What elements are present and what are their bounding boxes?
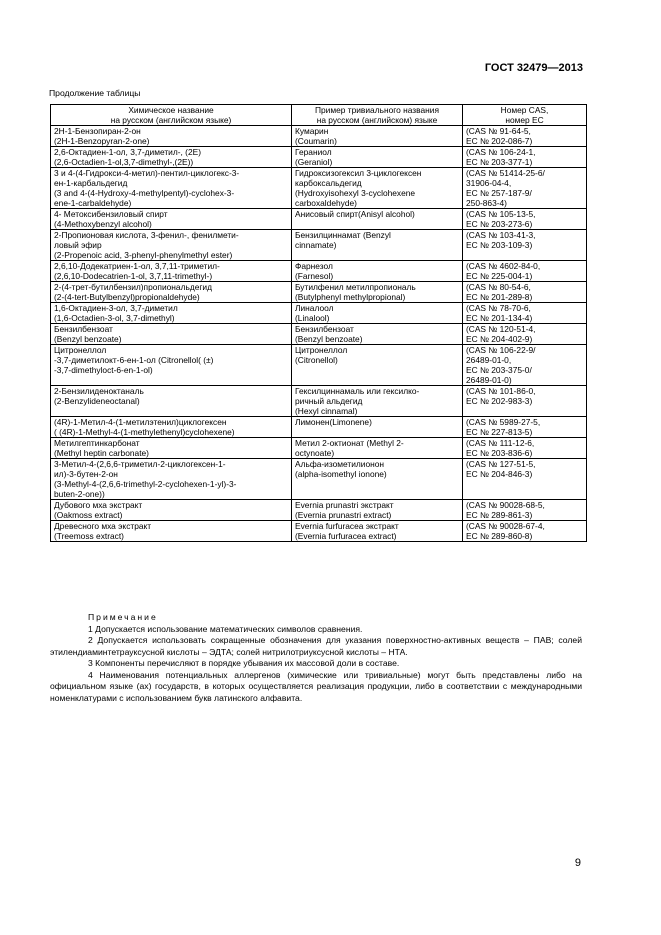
cell-line: octynoate)	[295, 448, 335, 458]
cell-line: ЕС № 202-086-7)	[466, 136, 533, 146]
cell-line: ЕС № 203-109-3)	[466, 240, 533, 250]
cell-line: (CAS № 111-12-6,	[466, 438, 535, 448]
chemical-name-cell	[51, 324, 292, 345]
cell-line: (CAS № 105-13-5,	[466, 209, 536, 219]
chemical-name-cell	[51, 500, 292, 521]
cell-line: ЕС № 202-983-3)	[466, 396, 533, 406]
cas-number-cell	[463, 168, 587, 209]
table-row	[51, 261, 587, 282]
table-row	[51, 126, 587, 147]
cell-line: carboxaldehyde)	[295, 198, 357, 208]
column-header-line: Химическое название	[128, 105, 214, 115]
cell-line: ЕС № 203-375-0/	[466, 365, 532, 375]
chemical-name-cell	[51, 230, 292, 261]
cell-line: (CAS № 91-64-5,	[466, 126, 531, 136]
cell-line: ЕС № 203-836-6)	[466, 448, 533, 458]
cell-line: ЕС № 203-273-6)	[466, 219, 533, 229]
trivial-name-cell	[292, 168, 463, 209]
cell-line: (CAS № 4602-84-0,	[466, 261, 541, 271]
cell-line: ЕС № 227-813-5)	[466, 427, 533, 437]
trivial-name-cell	[292, 500, 463, 521]
table-row	[51, 168, 587, 209]
chemical-name-cell	[51, 282, 292, 303]
column-header-line: на русском (английском языке)	[110, 115, 232, 125]
cell-line: Кумарин	[295, 126, 329, 136]
cell-line: (Citronellol)	[295, 355, 338, 365]
cell-line: (Farnesol)	[295, 271, 334, 281]
cell-line: Анисовый спирт(Anisyl alcohol)	[295, 209, 415, 219]
cell-line: ЕС № 289-860-8)	[466, 531, 533, 541]
column-header-chemical-name	[51, 105, 292, 126]
cell-line: -3,7-диметилокт-6-ен-1-ол (Citronellol( (±)	[54, 355, 214, 365]
cell-line: (2-Benzylideneoctanal)	[54, 396, 140, 406]
trivial-name-cell	[292, 261, 463, 282]
cas-number-cell	[463, 324, 587, 345]
cell-line: (Benzyl benzoate)	[54, 334, 122, 344]
cell-line: ene-1-carbaldehyde)	[54, 198, 132, 208]
cell-line: 3-Метил-4-(2,6,6-триметил-2-циклогексен-1-	[54, 459, 226, 469]
cell-line: Альфа-изометилионон	[295, 459, 385, 469]
cell-line: ЕС № 203-377-1)	[466, 157, 533, 167]
cell-line: (3 and 4-(4-Hydroxy-4-methylpentyl)-cyclohex-3-	[54, 188, 235, 198]
table-row	[51, 209, 587, 230]
trivial-name-cell	[292, 324, 463, 345]
table-row	[51, 303, 587, 324]
chemical-name-cell	[51, 168, 292, 209]
cell-line: ЕС № 225-004-1)	[466, 271, 533, 281]
cell-line: (Methyl heptin carbonate)	[54, 448, 149, 458]
cell-line: (CAS № 106-22-9/	[466, 345, 536, 355]
cell-line: (Coumarin)	[295, 136, 337, 146]
cell-line: ЕС № 201-289-8)	[466, 292, 533, 302]
table-row	[51, 324, 587, 345]
chemical-name-cell	[51, 126, 292, 147]
cell-line: Линалоол	[295, 303, 334, 313]
cell-line: Дубового мха экстракт	[54, 500, 143, 510]
cell-line: ил)-3-бутен-2-он	[54, 469, 118, 479]
cell-line: Цитронеллол	[54, 345, 107, 355]
cell-line: (alpha-isomethyl ionone)	[295, 469, 387, 479]
cell-line: (Evernia furfuracea extract)	[295, 531, 397, 541]
cell-line: (CAS № 51414-25-6/	[466, 168, 545, 178]
cell-line: 2,6-Октадиен-1-ол, 3,7-диметил-, (2Е)	[54, 147, 201, 157]
cell-line: 4- Метоксибензиловый спирт	[54, 209, 168, 219]
trivial-name-cell	[292, 521, 463, 542]
table-row	[51, 438, 587, 459]
table-row	[51, 417, 587, 438]
note-3: 3 Компоненты перечисляют в порядке убывания их массовой доли в составе.	[88, 658, 400, 668]
cell-line: Метилгептинкарбонат	[54, 438, 140, 448]
cas-number-cell	[463, 521, 587, 542]
cell-line: 2,6,10-Додекатриен-1-ол, 3,7,11-триметил-	[54, 261, 220, 271]
chemical-name-cell	[51, 261, 292, 282]
cell-line: cinnamate)	[295, 240, 337, 250]
cell-line: Бензилбензоат	[295, 324, 354, 334]
column-header-cas-number	[463, 105, 587, 126]
cell-line: (CAS № 78-70-6,	[466, 303, 531, 313]
cell-line: (CAS № 103-41-3,	[466, 230, 536, 240]
cell-line: (CAS № 80-54-6,	[466, 282, 531, 292]
cell-line: (2,6-Octadien-1-ol,3,7-dimethyl-,(2E))	[54, 157, 194, 167]
cell-line: ЕС № 204-402-9)	[466, 334, 533, 344]
column-header-line: номер ЕС	[505, 115, 544, 125]
allergen-table	[50, 104, 587, 542]
cell-line: Фарнезол	[295, 261, 333, 271]
cell-line: 250-863-4)	[466, 198, 507, 208]
cell-line: 31906-04-4,	[466, 178, 512, 188]
cell-line: ричный альдегид	[295, 396, 363, 406]
cell-line: 1,6-Октадиен-3-ол, 3,7-диметил	[54, 303, 178, 313]
cell-line: ЕС № 257-187-9/	[466, 188, 532, 198]
cell-line: (CAS № 90028-68-5,	[466, 500, 545, 510]
cell-line: (Hexyl cinnamal)	[295, 406, 358, 416]
cell-line: (Geraniol)	[295, 157, 333, 167]
cell-line: (CAS № 106-24-1,	[466, 147, 536, 157]
cell-line: ЕС № 289-861-3)	[466, 510, 533, 520]
table-row	[51, 282, 587, 303]
cell-line: 26489-01-0,	[466, 355, 512, 365]
chemical-name-cell	[51, 417, 292, 438]
cell-line: Бутилфенил метилпропиональ	[295, 282, 416, 292]
cell-line: (4-Methoxybenzyl alcohol)	[54, 219, 152, 229]
cell-line: ( (4R)-1-Methyl-4-(1-methylethenyl)cyclohexene)	[54, 427, 235, 437]
cell-line: Гидроксизогексил 3-циклогексен	[295, 168, 422, 178]
cas-number-cell	[463, 303, 587, 324]
column-header-line: на русском (английском) языке	[316, 115, 438, 125]
cas-number-cell	[463, 230, 587, 261]
cell-line: 2-(4-трет-бутилбензил)пропиональдегид	[54, 282, 212, 292]
note-4: 4 Наименования потенциальных аллергенов (химические или тривиальные) могут быть представлены либо на официальном языке (ах) государств, в которых осуществляется реализация продукции, либо в соответствии с международными номенклатурами с использованием букв латинского алфавита.	[50, 669, 582, 703]
cell-line: (Oakmoss extract)	[54, 510, 123, 520]
cell-line: (Hydroxyisohexyl 3-cyclohexene	[295, 188, 416, 198]
cell-line: ен-1-карбальдегид	[54, 178, 128, 188]
note-1: 1 Допускается использование математических символов сравнения.	[88, 623, 363, 634]
chemical-name-cell	[51, 438, 292, 459]
column-header-line: Пример тривиального названия	[315, 105, 439, 115]
cas-number-cell	[463, 500, 587, 521]
cell-line: 3 и 4-(4-Гидрокси-4-метил)-пентил-циклогекс-3-	[54, 168, 240, 178]
trivial-name-cell	[292, 345, 463, 386]
cas-number-cell	[463, 417, 587, 438]
cas-number-cell	[463, 282, 587, 303]
cell-line: Древесного мха экстракт	[54, 521, 152, 531]
chemical-name-cell	[51, 386, 292, 417]
trivial-name-cell	[292, 282, 463, 303]
cell-line: (Treemoss extract)	[54, 531, 124, 541]
notes-section	[50, 612, 582, 704]
cell-line: (2-Propenoic acid, 3-phenyl-phenylmethyl ester)	[54, 250, 233, 260]
trivial-name-cell	[292, 126, 463, 147]
column-header-trivial-name	[292, 105, 463, 126]
cell-line: ЕС № 204-846-3)	[466, 469, 533, 479]
cell-line: (3-Methyl-4-(2,6,6-trimethyl-2-cyclohexen-1-yl)-3-	[54, 479, 237, 489]
note-2: 2 Допускается использовать сокращенные обозначения для указания поверхностно-активных веществ – ПАВ; солей этилендиаминтетрауксусной кислоты – ЭДТА; солей нитрилотриуксусной кислоты – НТА.	[50, 635, 582, 657]
table-row	[51, 459, 587, 500]
column-header-line: Номер CAS,	[500, 105, 549, 115]
cell-line: (CAS № 120-51-4,	[466, 324, 536, 334]
cell-line: Бензилциннамат (Benzyl	[295, 230, 391, 240]
table-header-row	[51, 105, 587, 126]
cell-line: (Linalool)	[295, 313, 330, 323]
cell-line: карбоксальдегид	[295, 178, 362, 188]
standard-number: ГОСТ 32479—2013	[484, 62, 583, 74]
cell-line: Evernia prunastri экстракт	[295, 500, 394, 510]
trivial-name-cell	[292, 303, 463, 324]
cas-number-cell	[463, 126, 587, 147]
chemical-name-cell	[51, 345, 292, 386]
table-row	[51, 500, 587, 521]
cell-line: (2-(4-tert-Butylbenzyl)propionaldehyde)	[54, 292, 200, 302]
cell-line: (2,6,10-Dodecatrien-1-ol, 3,7,11-trimethyl-)	[54, 271, 213, 281]
cell-line: (Evernia prunastri extract)	[295, 510, 392, 520]
cas-number-cell	[463, 261, 587, 282]
cell-line: (Benzyl benzoate)	[295, 334, 363, 344]
cell-line: Гексилциннамаль или гексилко-	[295, 386, 420, 396]
cell-line: buten-2-one))	[54, 489, 105, 499]
chemical-name-cell	[51, 303, 292, 324]
page-number: 9	[574, 857, 581, 869]
cas-number-cell	[463, 209, 587, 230]
cell-line: Evernia furfuracea экстракт	[295, 521, 399, 531]
trivial-name-cell	[292, 417, 463, 438]
notes-title: Примечание	[88, 612, 158, 622]
cell-line: (2H-1-Benzopyran-2-one)	[54, 136, 150, 146]
cell-line: (Butylphenyl methylpropional)	[295, 292, 406, 302]
cell-line: Бензилбензоат	[54, 324, 113, 334]
trivial-name-cell	[292, 230, 463, 261]
cell-line: 2H-1-Бензопиран-2-он	[54, 126, 141, 136]
cell-line: (4R)-1-Метил-4-(1-метилэтенил)циклогексен	[54, 417, 227, 427]
table-row	[51, 230, 587, 261]
cell-line: ЕС № 201-134-4)	[466, 313, 533, 323]
cell-line: Лимонен(Limonene)	[295, 417, 372, 427]
cell-line: (CAS № 90028-67-4,	[466, 521, 545, 531]
cas-number-cell	[463, 345, 587, 386]
cas-number-cell	[463, 386, 587, 417]
table-row	[51, 147, 587, 168]
cell-line: ловый эфир	[54, 240, 102, 250]
cell-line: Цитронеллол	[295, 345, 348, 355]
table-row	[51, 386, 587, 417]
cell-line: Метил 2-октионат (Methyl 2-	[295, 438, 404, 448]
cas-number-cell	[463, 438, 587, 459]
chemical-name-cell	[51, 521, 292, 542]
table-row	[51, 521, 587, 542]
cell-line: (CAS № 127-51-5,	[466, 459, 536, 469]
trivial-name-cell	[292, 459, 463, 500]
chemical-name-cell	[51, 209, 292, 230]
cell-line: -3,7-dimethyloct-6-en-1-ol)	[54, 365, 153, 375]
trivial-name-cell	[292, 147, 463, 168]
cell-line: (CAS № 5989-27-5,	[466, 417, 541, 427]
chemical-name-cell	[51, 459, 292, 500]
cell-line: 2-Пропионовая кислота, 3-фенил-, фенилмети-	[54, 230, 239, 240]
cas-number-cell	[463, 147, 587, 168]
table-row	[51, 345, 587, 386]
chemical-name-cell	[51, 147, 292, 168]
cell-line: 2-Бензилиденоктаналь	[54, 386, 144, 396]
trivial-name-cell	[292, 438, 463, 459]
trivial-name-cell	[292, 386, 463, 417]
cell-line: 26489-01-0)	[466, 375, 512, 385]
cell-line: (CAS № 101-86-0,	[466, 386, 536, 396]
trivial-name-cell	[292, 209, 463, 230]
cell-line: Гераниол	[295, 147, 332, 157]
cas-number-cell	[463, 459, 587, 500]
cell-line: (1,6-Octadien-3-ol, 3,7-dimethyl)	[54, 313, 175, 323]
table-continuation-label: Продолжение таблицы	[49, 88, 141, 98]
